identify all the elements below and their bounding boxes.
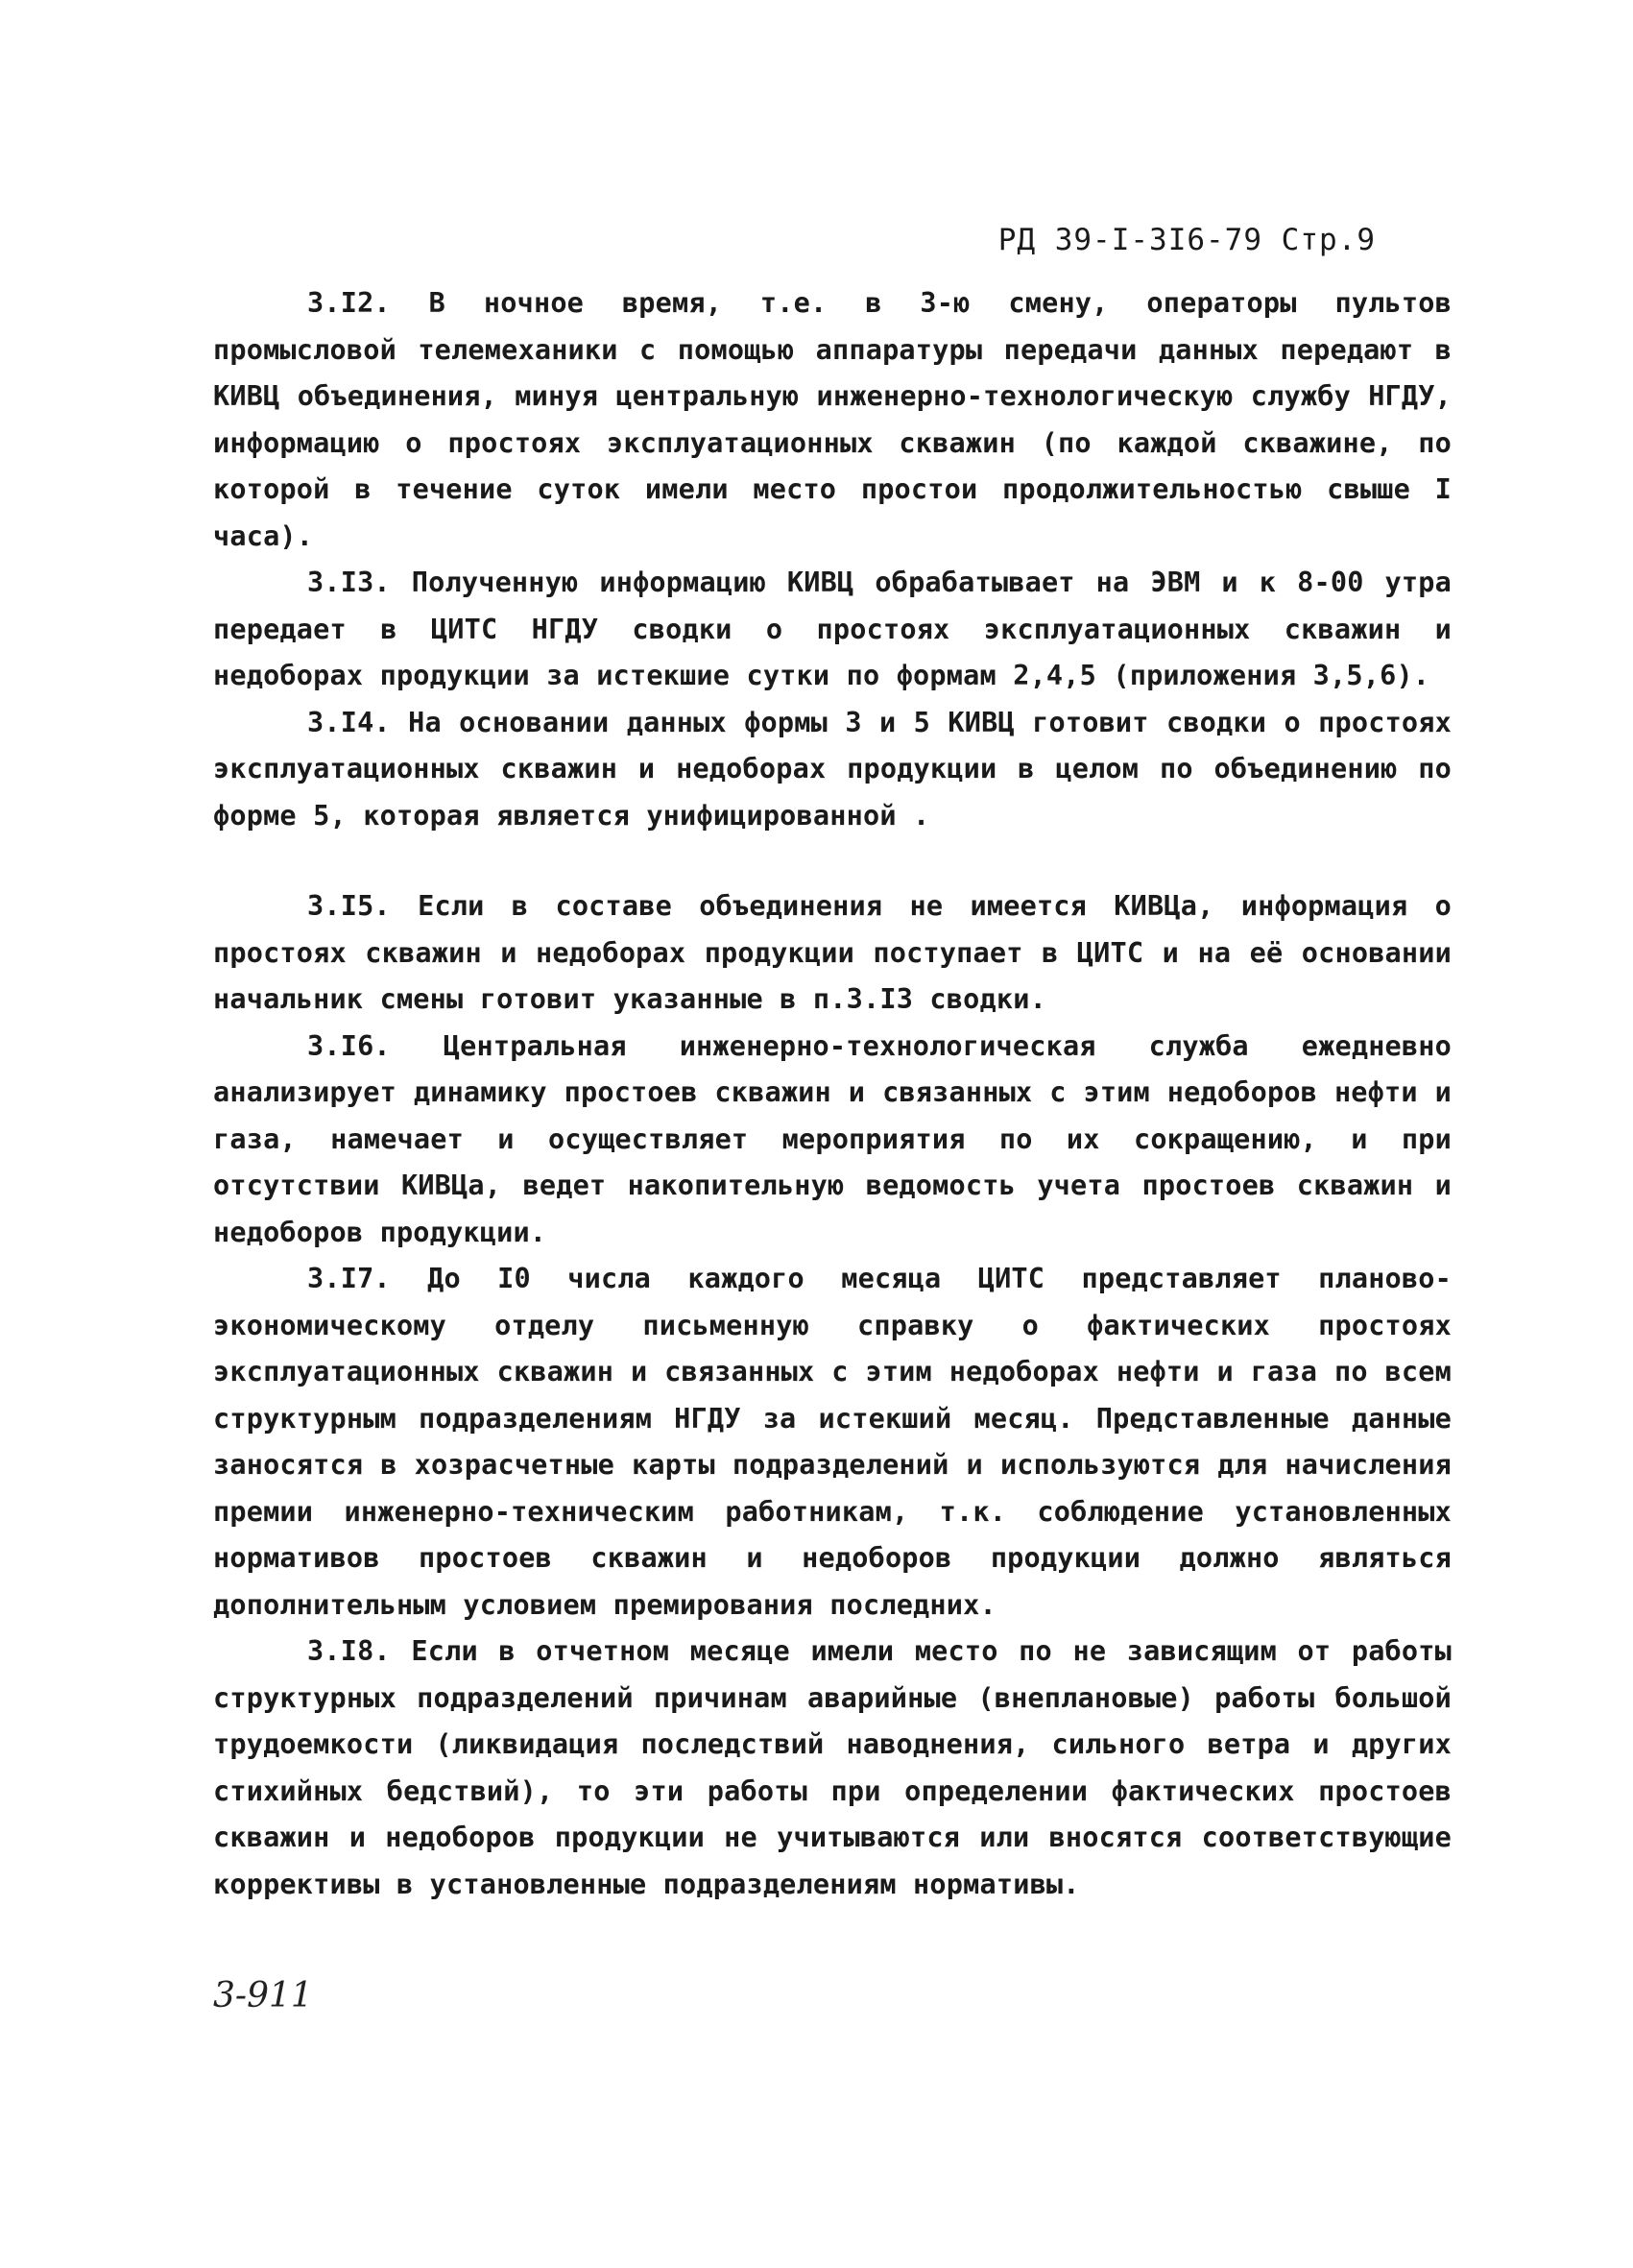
paragraph-3-17: 3.I7. До I0 числа каждого месяца ЦИТС представляет планово-экономическому отделу письменную справку о фактических простоях эксплуатационных скважин и связанных с этим недоборах нефти и газа по всем структурным подразделениям НГДУ за истекший месяц. Представленные данные заносятся в хозрасчетные карты подразделений и используются для начисления премии инженерно-техническим работникам, т.к. соблюдение установленных нормативов простоев скважин и недоборов продукции должно являться дополнительным условием премирования последних. [213,1263,1452,1621]
document-body [213,280,1452,1908]
handwritten-note: 3-911 [213,1976,313,2015]
paragraph-3-16: 3.I6. Центральная инженерно-технологическая служба ежедневно анализирует динамику простоев скважин и связанных с этим недоборов нефти и газа, намечает и осуществляет мероприятия по их сокращению, и при отсутствии КИВЦа, ведет накопительную ведомость учета простоев скважин и недоборов продукции. [213,1029,1452,1248]
paragraph-3-18: 3.I8. Если в отчетном месяце имели место по не зависящим от работы структурных подразделений причинам аварийные (внеплановые) работы большой трудоемкости (ликвидация последствий наводнения, сильного ветра и других стихийных бедствий), то эти работы при определении фактических простоев скважин и недоборов продукции не учитываются или вносятся соответствующие коррективы в установленные подразделениям нормативы. [213,1635,1452,1900]
paragraph-3-14: 3.I4. На основании данных формы 3 и 5 КИВЦ готовит сводки о простоях эксплуатационных скважин и недоборах продукции в целом по объединению по форме 5, которая является унифицированной . [213,706,1452,832]
page-header: РД 39-I-3I6-79 Стр.9 [997,223,1376,257]
paragraph-3-15: 3.I5. Если в составе объединения не имеется КИВЦа, информация о простоях скважин и недоборах продукции поступает в ЦИТС и на её основании начальник смены готовит указанные в п.3.I3 сводки. [213,890,1452,1015]
paragraph-3-13: 3.I3. Полученную информацию КИВЦ обрабатывает на ЭВМ и к 8-00 утра передает в ЦИТС НГДУ сводки о простоях эксплуатационных скважин и недоборах продукции за истекшие сутки по формам 2,4,5 (приложения 3,5,6). [213,567,1452,691]
paragraph-3-12: 3.I2. В ночное время, т.е. в 3-ю смену, операторы пультов промысловой телемеханики с помощью аппаратуры передачи данных передают в КИВЦ объединения, минуя центральную инженерно-технологическую службу НГДУ, информацию о простоях эксплуатационных скважин (по каждой скважине, по которой в течение суток имели место простои продолжительностью свыше I часа). [213,287,1452,552]
